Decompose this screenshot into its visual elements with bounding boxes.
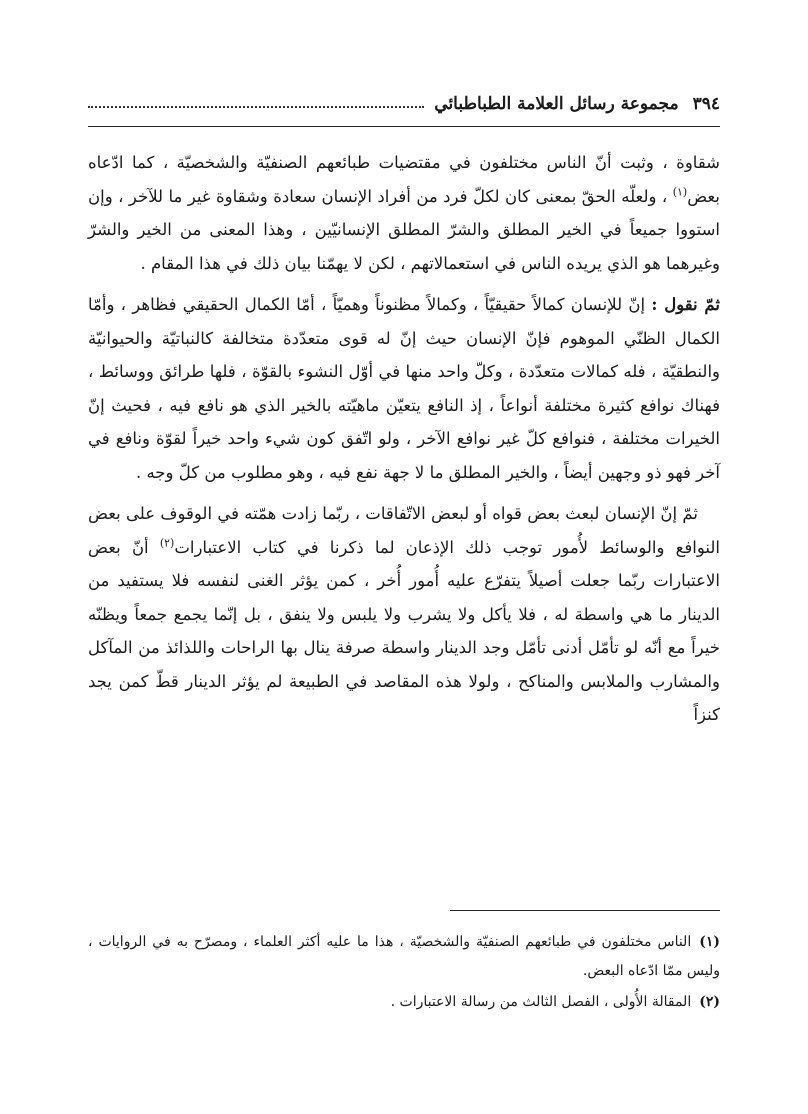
page-number: ٣٩٤ [692,94,720,114]
paragraph-2-lead: ثمّ نقول : [651,295,720,314]
paragraph-1-rest: ، ولعلّه الحقّ بمعنى كان لكلّ فرد من أفراد الإنسان سعادة وشقاوة غير ما للآخر ، وإن استووا جميعاً في الخير المطلق والشرّ المطلق الإنسانيّين ، وهذا المعنى من الخير والشرّ وغيرهما هو الذي يريده الناس في استعمالاتهم ، لكن لا يهمّنا بيان ذلك في هذا المقام . [88,186,720,273]
footnote-1-number: (١) [699,934,720,950]
paragraph-1 [88,146,720,280]
footnote-rule [450,910,720,911]
main-text [88,146,720,740]
paragraph-3 [88,497,720,732]
running-header [88,90,720,118]
paragraph-3-text-a: ثمّ إنّ الإنسان لبعث بعض قواه أو لبعض الاتّفاقات ، ربّما زادت همّته في الوقوف على بعض النوافع والوسائط لأُمور توجب ذلك الإذعان لما ذكرنا في كتاب الاعتبارات [88,504,720,557]
paragraph-1-text: شقاوة ، وثبت أنّ الناس مختلفون في مقتضيات طبائعهم الصنفيّة والشخصيّة ، كما ادّعاه بعض [88,153,720,206]
footnote-1 [88,928,720,986]
paragraph-2 [88,288,720,489]
header-leader-dots [88,94,424,108]
footnote-2-number: (٢) [699,994,720,1010]
book-title: مجموعة رسائل العلامة الطباطبائي [434,94,679,114]
footnotes [88,928,720,1019]
footnote-ref-1[interactable]: (١) [672,185,688,198]
footnote-2 [88,988,720,1017]
footnote-ref-2[interactable]: (٢) [159,536,175,549]
footnote-2-text: المقالة الأُولى ، الفصل الثالث من رسالة الاعتبارات . [390,994,692,1010]
paragraph-3-text-b: أنّ بعض الاعتبارات ربّما جعلت أصيلاً يتفرّع عليه أُمور أُخر ، كمن يؤثر الغنى لنفسه فلا يستفيد من الدينار ما هي واسطة له ، فلا يأكل ولا يشرب ولا يلبس ولا ينفق ، بل إنّما يجمع جمعاً ويظنّه خيراً مع أنّه لو تأمّل أدنى تأمّل وجد الدينار واسطة صرفة ينال بها الراحات واللذائذ من المآكل والمشارب والملابس والمناكح ، ولولا هذه المقاصد في الطبيعة لم يؤثر الدينار قطّ كمن يجد كنزاً [88,537,720,724]
footnote-1-text: الناس مختلفون في طبائعهم الصنفيّة والشخصيّة ، هذا ما عليه أكثر العلماء ، ومصرّح به في الروايات ، وليس ممّا ادّعاه البعض. [88,934,720,979]
paragraph-2-text: إنّ للإنسان كمالاً حقيقيّاً ، وكمالاً مظنوناً وهميّاً ، أمّا الكمال الحقيقي فظاهر ، وأمّا الكمال الظنّي الموهوم فإنّ الإنسان حيث إنّ له قوى متعدّدة متخالفة كالنباتيّة والحيوانيّة والنطقيّة ، فله كمالات متعدّدة ، وكلّ واحد منها في أوّل النشوء بالقوّة ، فلها طرائق ووسائط ، فهناك نوافع كثيرة مختلفة أنواعاً ، إذ النافع يتعيّن ماهيّته بالخير الذي هو نافع فيه ، فحيث إنّ الخيرات مختلفة ، فنوافع كلّ غير نوافع الآخر ، ولو اتّفق كون شيء واحد خيراً لقوّة ونافع في آخر فهو ذو وجهين أيضاً ، والخير المطلق ما لا جهة نفع فيه ، وهو مطلوب من كلّ وجه . [88,295,720,482]
header-rule [88,126,720,127]
